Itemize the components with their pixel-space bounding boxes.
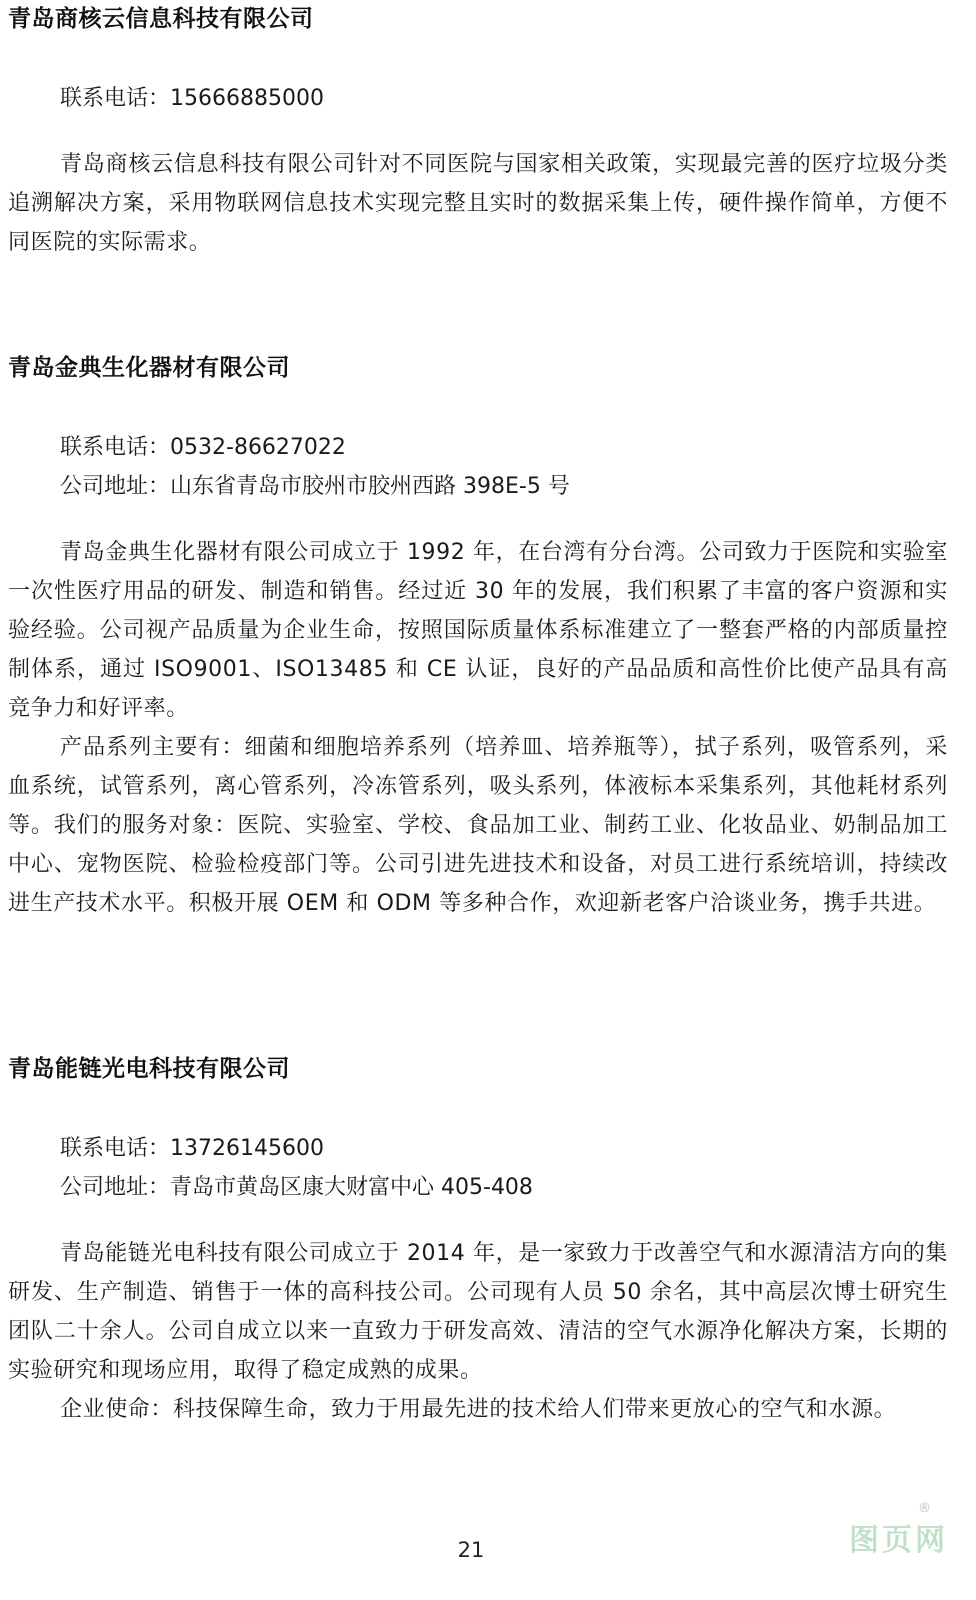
company-products: 产品系列主要有：细菌和细胞培养系列（培养皿、培养瓶等），拭子系列，吸管系列，采血系统，试管系列，离心管系列，冷冻管系列，吸头系列，体液标本采集系列，其他耗材系列等。我们的服务对象：医院、实验室、学校、食品加工业、制药工业、化妆品业、奶制品加工中心、宠物医院、检验检疫部门等。公司引进先进技术和设备，对员工进行系统培训，持续改进生产技术水平。积极开展 OEM 和 ODM 等多种合作，欢迎新老客户洽谈业务，携手共进。 bbox=[8, 735, 948, 916]
phone-value: 15666885000 bbox=[170, 86, 324, 111]
company-section bbox=[8, 1054, 948, 1429]
address-line bbox=[8, 1168, 948, 1207]
watermark-logo bbox=[849, 1501, 948, 1559]
phone-value: 0532-86627022 bbox=[170, 435, 346, 460]
phone-line bbox=[8, 428, 948, 467]
page-number: 21 bbox=[457, 1538, 485, 1562]
company-name: 青岛能链光电科技有限公司 bbox=[8, 1056, 290, 1082]
phone-label: 联系电话： bbox=[60, 1136, 171, 1161]
phone-label: 联系电话： bbox=[60, 435, 171, 460]
company-name: 青岛金典生化器材有限公司 bbox=[8, 355, 290, 381]
company-description: 青岛能链光电科技有限公司成立于 2014 年，是一家致力于改善空气和水源清洁方向的集研发、生产制造、销售于一体的高科技公司。公司现有人员 50 余名，其中高层次博士研究生团队二十余人。公司自成立以来一直致力于研发高效、清洁的空气水源净化解决方案，长期的实验研究和现场应用，取得了稳定成熟的成果。 bbox=[8, 1241, 948, 1383]
phone-label: 联系电话： bbox=[60, 86, 171, 111]
company-section bbox=[8, 353, 948, 923]
registered-mark: ® bbox=[918, 1501, 934, 1516]
phone-line bbox=[8, 1129, 948, 1168]
company-mission: 企业使命：科技保障生命，致力于用最先进的技术给人们带来更放心的空气和水源。 bbox=[60, 1397, 897, 1422]
company-description: 青岛商核云信息科技有限公司针对不同医院与国家相关政策，实现最完善的医疗垃圾分类追溯解决方案，采用物联网信息技术实现完整且实时的数据采集上传，硬件操作简单，方便不同医院的实际需求。 bbox=[8, 152, 948, 255]
address-label: 公司地址： bbox=[60, 474, 171, 499]
address-line bbox=[8, 467, 948, 506]
phone-line bbox=[8, 79, 948, 118]
watermark-text: 图页网 bbox=[849, 1523, 948, 1558]
address-label: 公司地址： bbox=[60, 1175, 171, 1200]
company-section bbox=[8, 4, 948, 262]
address-value: 青岛市黄岛区康大财富中心 405-408 bbox=[170, 1175, 533, 1200]
company-name: 青岛商核云信息科技有限公司 bbox=[8, 6, 314, 32]
company-description: 青岛金典生化器材有限公司成立于 1992 年，在台湾有分台湾。公司致力于医院和实验室一次性医疗用品的研发、制造和销售。经过近 30 年的发展，我们积累了丰富的客户资源和实验经验。公司视产品质量为企业生命，按照国际质量体系标准建立了一整套严格的内部质量控制体系，通过 ISO9001、ISO13485 和 CE 认证，良好的产品品质和高性价比使产品具有高竞争力和好评率。 bbox=[8, 540, 948, 721]
phone-value: 13726145600 bbox=[170, 1136, 324, 1161]
address-value: 山东省青岛市胶州市胶州西路 398E-5 号 bbox=[170, 474, 570, 499]
